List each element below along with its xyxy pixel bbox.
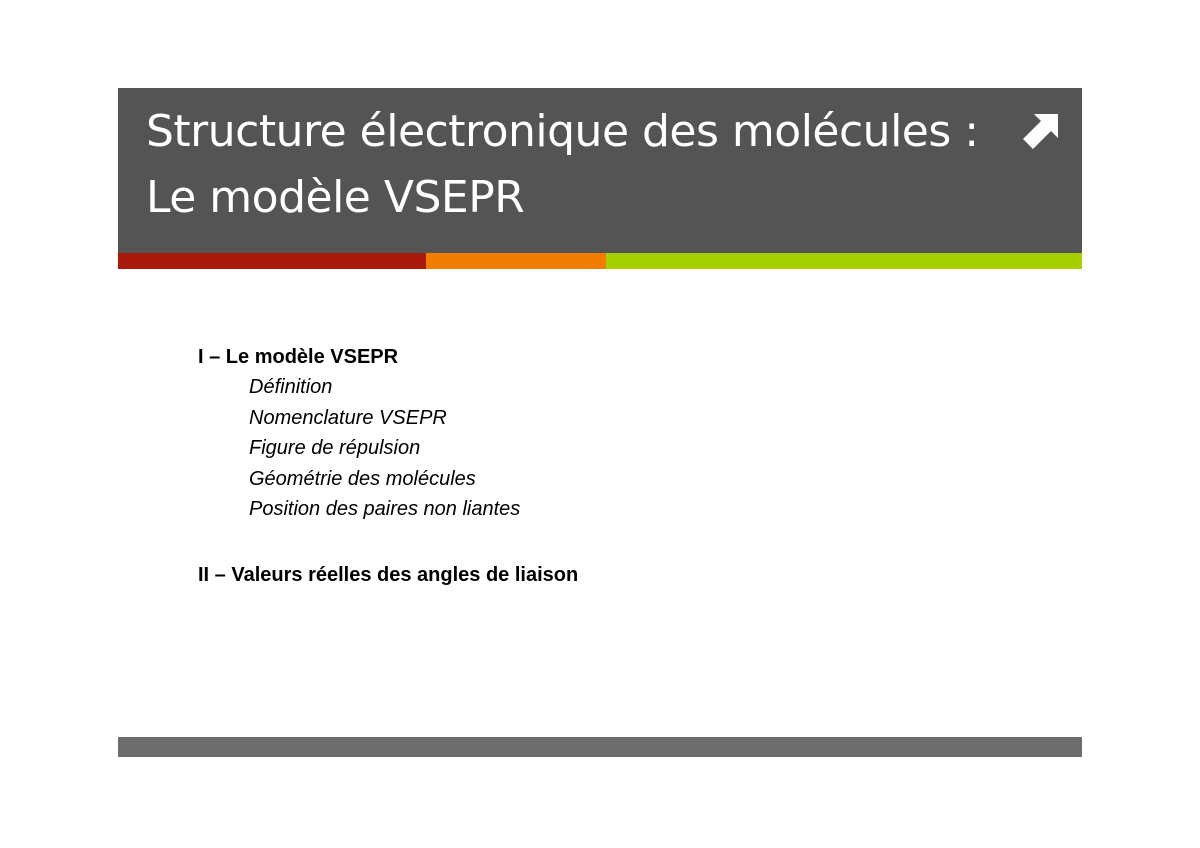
accent-bar-green	[606, 253, 1082, 269]
section-heading-2: II – Valeurs réelles des angles de liaison	[198, 563, 579, 586]
outline-list	[198, 342, 898, 590]
accent-bar-orange	[426, 253, 606, 269]
slide-title-line-1: Structure électronique des molécules :	[146, 106, 979, 157]
title-banner	[118, 88, 1082, 253]
slide-title-line-2: Le modèle VSEPR	[146, 172, 525, 223]
outline-item-geometrie: Géométrie des molécules	[249, 467, 476, 490]
accent-bar-red	[118, 253, 426, 269]
arrow-up-right-icon	[1022, 110, 1062, 150]
footer-bar	[118, 737, 1082, 757]
outline-item-figure-repulsion: Figure de répulsion	[249, 437, 421, 459]
outline-item-paires-non-liantes: Position des paires non liantes	[249, 498, 521, 520]
outline-item-nomenclature: Nomenclature VSEPR	[249, 406, 447, 429]
outline-item-definition: Définition	[249, 376, 333, 398]
section-spacer	[198, 525, 898, 560]
section-heading-1: I – Le modèle VSEPR	[198, 346, 399, 368]
